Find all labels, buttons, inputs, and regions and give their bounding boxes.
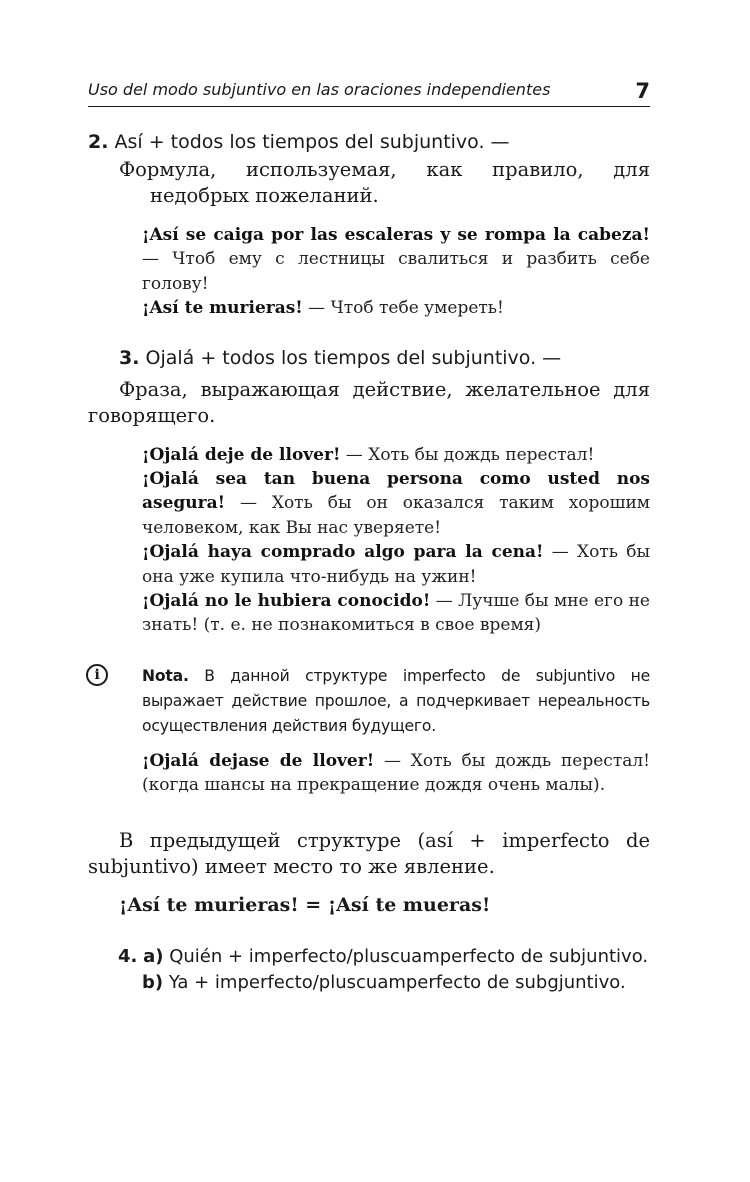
paragraph [88, 828, 650, 880]
rule-3-description-text: Фраза, выражающая действие, желательное для говорящего. [88, 377, 650, 427]
rule-4 [118, 944, 650, 996]
rule-4-a-label: a) [143, 945, 164, 967]
example-item [142, 443, 650, 467]
note-block [94, 664, 650, 739]
rule-4-a-text: Quién + imperfecto/pluscuamperfecto de subjuntivo. [163, 945, 649, 967]
example-russian: — Чтоб ему с лестницы свалиться и разбить себе голову! [142, 249, 650, 294]
note-text: В данной структуре imperfecto de subjuntivo не выражает действие прошлое, а подчеркивает нереальность осуществления действия будущего. [142, 666, 650, 735]
example-item [142, 749, 650, 798]
example-spanish: ¡Ojalá no le hubiera conocido! [142, 591, 431, 612]
rule-4-a [118, 944, 650, 970]
example-item [142, 589, 650, 638]
rule-3-number: 3. [119, 346, 140, 369]
chapter-title: Uso del modo subjuntivo en las oraciones independientes [88, 80, 551, 99]
example-russian: — Чтоб тебе умереть! [302, 298, 504, 319]
rule-2-description [119, 157, 650, 209]
example-russian: — Хоть бы она уже купила что-нибудь на ужин! [142, 542, 650, 587]
example-block [142, 749, 650, 798]
info-icon: i [86, 664, 108, 686]
book-page [88, 72, 650, 996]
example-item [142, 223, 650, 296]
formula: ¡Así te murieras! = ¡Así te mueras! [119, 893, 491, 916]
example-block [142, 443, 650, 638]
rule-2 [88, 129, 650, 155]
example-spanish: ¡Así te murieras! [142, 298, 303, 319]
rule-3 [119, 345, 650, 371]
example-russian: — Лучше бы мне его не знать! (т. е. не познакомиться в свое время) [142, 591, 650, 636]
rule-2-description-text: Формула, используемая, как правило, для недобрых пожеланий. [119, 158, 650, 207]
example-spanish: ¡Ojalá sea tan buena persona como usted nos asegura! [142, 469, 650, 514]
rule-3-description [88, 377, 650, 429]
example-item [142, 467, 650, 540]
example-block [142, 223, 650, 321]
example-spanish: ¡Así se caiga por las escaleras y se rompa la cabeza! [142, 225, 650, 245]
rule-4-b-label: b) [142, 971, 164, 993]
paragraph-text: В предыдущей структуре (así + imperfecto de subjuntivo) имеет место то же явление. [88, 828, 650, 878]
example-spanish: ¡Ojalá deje de llover! [142, 444, 341, 465]
example-spanish: ¡Ojalá dejase de llover! [142, 750, 375, 771]
rule-2-number: 2. [88, 131, 109, 153]
rule-3-text: Ojalá + todos los tiempos del subjuntivo. — [145, 346, 562, 369]
example-russian: — Хоть бы дождь перестал! (когда шансы на прекращение дождя очень малы). [142, 750, 650, 796]
page-number: 7 [635, 79, 650, 103]
rule-4-b [118, 970, 650, 996]
rule-4-number: 4. [118, 945, 138, 967]
example-russian: — Хоть бы дождь перестал! [340, 444, 595, 465]
example-item [142, 540, 650, 589]
rule-2-text: Así + todos los tiempos del subjuntivo. — [114, 131, 510, 153]
example-russian: — Хоть бы он оказался таким хорошим человеком, как Вы нас уверяете! [142, 493, 650, 538]
note-label: Nota. [142, 666, 189, 685]
rule-4-b-text: Ya + imperfecto/pluscuamperfecto de subgjuntivo. [163, 971, 626, 993]
example-item [142, 296, 650, 320]
running-header [88, 72, 650, 107]
example-spanish: ¡Ojalá haya comprado algo para la cena! [142, 542, 544, 563]
